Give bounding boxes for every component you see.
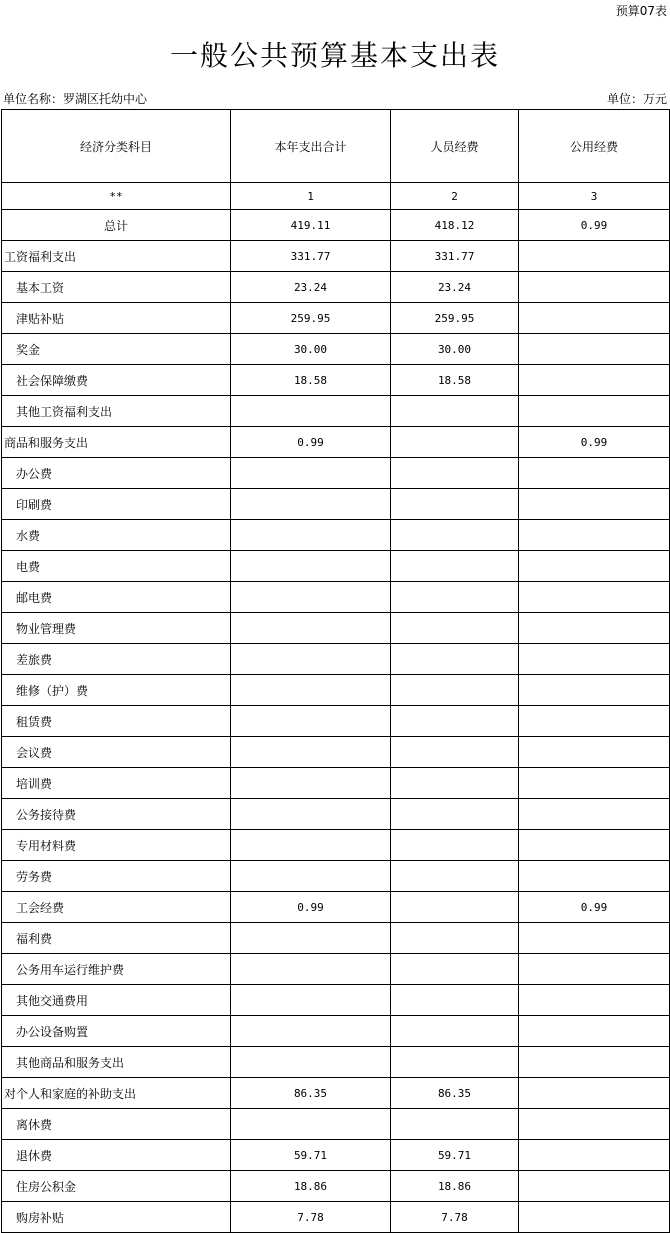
header-personnel: 人员经费	[391, 110, 519, 183]
row-personnel-cell	[391, 582, 519, 613]
row-name-cell: 购房补贴	[2, 1202, 231, 1233]
row-total-cell: 0.99	[231, 427, 391, 458]
row-public-cell	[519, 737, 670, 768]
row-personnel-cell	[391, 427, 519, 458]
table-row	[2, 737, 670, 768]
currency-unit: 单位：万元	[606, 92, 667, 106]
row-personnel-cell	[391, 613, 519, 644]
row-personnel-cell: 418.12	[391, 210, 519, 241]
table-row	[2, 427, 670, 458]
row-total-cell: 30.00	[231, 334, 391, 365]
row-name-cell: 工资福利支出	[2, 241, 231, 272]
row-name-cell: 专用材料费	[2, 830, 231, 861]
row-total-cell	[231, 861, 391, 892]
row-personnel-cell: 259.95	[391, 303, 519, 334]
row-public-cell	[519, 396, 670, 427]
row-public-cell	[519, 520, 670, 551]
row-personnel-cell	[391, 861, 519, 892]
row-name-cell: 商品和服务支出	[2, 427, 231, 458]
row-name-cell: 社会保障缴费	[2, 365, 231, 396]
table-row	[2, 613, 670, 644]
row-public-cell	[519, 1047, 670, 1078]
row-total-cell	[231, 954, 391, 985]
table-row	[2, 830, 670, 861]
index-cell: 3	[519, 183, 670, 210]
row-public-cell	[519, 1016, 670, 1047]
row-name-cell: 福利费	[2, 923, 231, 954]
table-row	[2, 489, 670, 520]
row-name-cell: 住房公积金	[2, 1171, 231, 1202]
table-row	[2, 1016, 670, 1047]
row-personnel-cell: 18.58	[391, 365, 519, 396]
header-public: 公用经费	[519, 110, 670, 183]
row-personnel-cell	[391, 1016, 519, 1047]
table-row	[2, 210, 670, 241]
unit-name: 单位名称：罗湖区托幼中心	[3, 92, 148, 106]
header-total: 本年支出合计	[231, 110, 391, 183]
row-personnel-cell	[391, 520, 519, 551]
row-public-cell	[519, 241, 670, 272]
row-public-cell	[519, 489, 670, 520]
row-name-cell: 办公设备购置	[2, 1016, 231, 1047]
row-personnel-cell	[391, 706, 519, 737]
row-total-cell	[231, 768, 391, 799]
row-name-cell: 津贴补贴	[2, 303, 231, 334]
row-personnel-cell: 86.35	[391, 1078, 519, 1109]
row-name-cell: 物业管理费	[2, 613, 231, 644]
row-public-cell	[519, 551, 670, 582]
row-personnel-cell	[391, 458, 519, 489]
row-public-cell	[519, 1140, 670, 1171]
row-personnel-cell	[391, 830, 519, 861]
row-total-cell: 7.78	[231, 1202, 391, 1233]
row-total-cell: 331.77	[231, 241, 391, 272]
table-header-row	[2, 110, 670, 183]
table-row	[2, 303, 670, 334]
table-row	[2, 396, 670, 427]
row-total-cell	[231, 489, 391, 520]
row-name-cell: 水费	[2, 520, 231, 551]
table-row	[2, 768, 670, 799]
row-public-cell	[519, 1109, 670, 1140]
table-row	[2, 861, 670, 892]
row-personnel-cell: 18.86	[391, 1171, 519, 1202]
row-personnel-cell	[391, 985, 519, 1016]
row-total-cell	[231, 799, 391, 830]
row-name-cell: 会议费	[2, 737, 231, 768]
row-public-cell	[519, 303, 670, 334]
table-row	[2, 892, 670, 923]
table-row	[2, 985, 670, 1016]
table-row	[2, 1078, 670, 1109]
table-row	[2, 1109, 670, 1140]
row-personnel-cell	[391, 1109, 519, 1140]
row-public-cell	[519, 613, 670, 644]
row-name-cell: 其他工资福利支出	[2, 396, 231, 427]
row-name-cell: 公务接待费	[2, 799, 231, 830]
table-row	[2, 675, 670, 706]
index-cell: 2	[391, 183, 519, 210]
row-personnel-cell: 59.71	[391, 1140, 519, 1171]
index-row	[2, 183, 670, 210]
row-total-cell	[231, 1047, 391, 1078]
row-public-cell	[519, 1078, 670, 1109]
row-personnel-cell	[391, 551, 519, 582]
row-total-cell	[231, 613, 391, 644]
row-personnel-cell	[391, 892, 519, 923]
row-personnel-cell: 30.00	[391, 334, 519, 365]
row-personnel-cell	[391, 799, 519, 830]
table-row	[2, 334, 670, 365]
row-total-cell: 0.99	[231, 892, 391, 923]
expenditure-table	[1, 109, 670, 1233]
row-public-cell	[519, 923, 670, 954]
row-total-cell	[231, 1109, 391, 1140]
row-name-cell: 其他交通费用	[2, 985, 231, 1016]
row-total-cell: 18.86	[231, 1171, 391, 1202]
row-personnel-cell	[391, 675, 519, 706]
row-total-cell: 18.58	[231, 365, 391, 396]
table-row	[2, 365, 670, 396]
row-total-cell: 419.11	[231, 210, 391, 241]
row-personnel-cell: 23.24	[391, 272, 519, 303]
row-public-cell	[519, 1171, 670, 1202]
row-public-cell	[519, 365, 670, 396]
row-total-cell: 259.95	[231, 303, 391, 334]
table-row	[2, 923, 670, 954]
row-personnel-cell	[391, 489, 519, 520]
row-total-cell	[231, 644, 391, 675]
row-personnel-cell: 331.77	[391, 241, 519, 272]
row-name-cell: 电费	[2, 551, 231, 582]
row-public-cell	[519, 458, 670, 489]
row-name-cell: 基本工资	[2, 272, 231, 303]
table-row	[2, 954, 670, 985]
row-total-cell	[231, 706, 391, 737]
row-name-cell: 培训费	[2, 768, 231, 799]
table-row	[2, 551, 670, 582]
row-name-cell: 离休费	[2, 1109, 231, 1140]
row-name-cell: 办公费	[2, 458, 231, 489]
table-row	[2, 1202, 670, 1233]
row-personnel-cell	[391, 737, 519, 768]
row-name-cell: 租赁费	[2, 706, 231, 737]
table-row	[2, 799, 670, 830]
row-total-cell	[231, 551, 391, 582]
row-public-cell	[519, 954, 670, 985]
row-total-cell	[231, 737, 391, 768]
table-row	[2, 241, 670, 272]
row-public-cell: 0.99	[519, 892, 670, 923]
row-name-cell: 印刷费	[2, 489, 231, 520]
row-name-cell: 奖金	[2, 334, 231, 365]
row-name-cell: 维修（护）费	[2, 675, 231, 706]
row-public-cell	[519, 985, 670, 1016]
row-name-cell: 公务用车运行维护费	[2, 954, 231, 985]
row-name-cell: 工会经费	[2, 892, 231, 923]
table-row	[2, 1047, 670, 1078]
row-public-cell	[519, 334, 670, 365]
row-public-cell	[519, 644, 670, 675]
table-row	[2, 644, 670, 675]
row-personnel-cell	[391, 768, 519, 799]
row-public-cell	[519, 861, 670, 892]
table-row	[2, 1171, 670, 1202]
row-name-cell: 总计	[2, 210, 231, 241]
row-public-cell	[519, 675, 670, 706]
table-row	[2, 458, 670, 489]
page-title: 一般公共预算基本支出表	[169, 39, 500, 72]
table-code: 预算07表	[615, 4, 667, 18]
row-name-cell: 对个人和家庭的补助支出	[2, 1078, 231, 1109]
index-cell: **	[2, 183, 231, 210]
row-total-cell: 23.24	[231, 272, 391, 303]
row-public-cell	[519, 706, 670, 737]
row-name-cell: 邮电费	[2, 582, 231, 613]
table-row	[2, 272, 670, 303]
header-category: 经济分类科目	[2, 110, 231, 183]
row-personnel-cell	[391, 923, 519, 954]
row-public-cell	[519, 768, 670, 799]
row-name-cell: 劳务费	[2, 861, 231, 892]
table-row	[2, 1140, 670, 1171]
row-personnel-cell	[391, 954, 519, 985]
row-public-cell	[519, 272, 670, 303]
row-total-cell	[231, 458, 391, 489]
row-public-cell	[519, 1202, 670, 1233]
row-personnel-cell	[391, 1047, 519, 1078]
row-total-cell	[231, 1016, 391, 1047]
table-row	[2, 520, 670, 551]
row-public-cell: 0.99	[519, 210, 670, 241]
row-public-cell: 0.99	[519, 427, 670, 458]
row-personnel-cell: 7.78	[391, 1202, 519, 1233]
row-total-cell	[231, 396, 391, 427]
row-total-cell: 59.71	[231, 1140, 391, 1171]
row-total-cell	[231, 830, 391, 861]
row-public-cell	[519, 582, 670, 613]
row-total-cell: 86.35	[231, 1078, 391, 1109]
row-total-cell	[231, 985, 391, 1016]
row-name-cell: 差旅费	[2, 644, 231, 675]
row-personnel-cell	[391, 644, 519, 675]
row-personnel-cell	[391, 396, 519, 427]
table-row	[2, 582, 670, 613]
index-cell: 1	[231, 183, 391, 210]
row-total-cell	[231, 520, 391, 551]
row-name-cell: 退休费	[2, 1140, 231, 1171]
row-name-cell: 其他商品和服务支出	[2, 1047, 231, 1078]
row-public-cell	[519, 799, 670, 830]
row-total-cell	[231, 582, 391, 613]
row-total-cell	[231, 675, 391, 706]
row-public-cell	[519, 830, 670, 861]
row-total-cell	[231, 923, 391, 954]
table-row	[2, 706, 670, 737]
